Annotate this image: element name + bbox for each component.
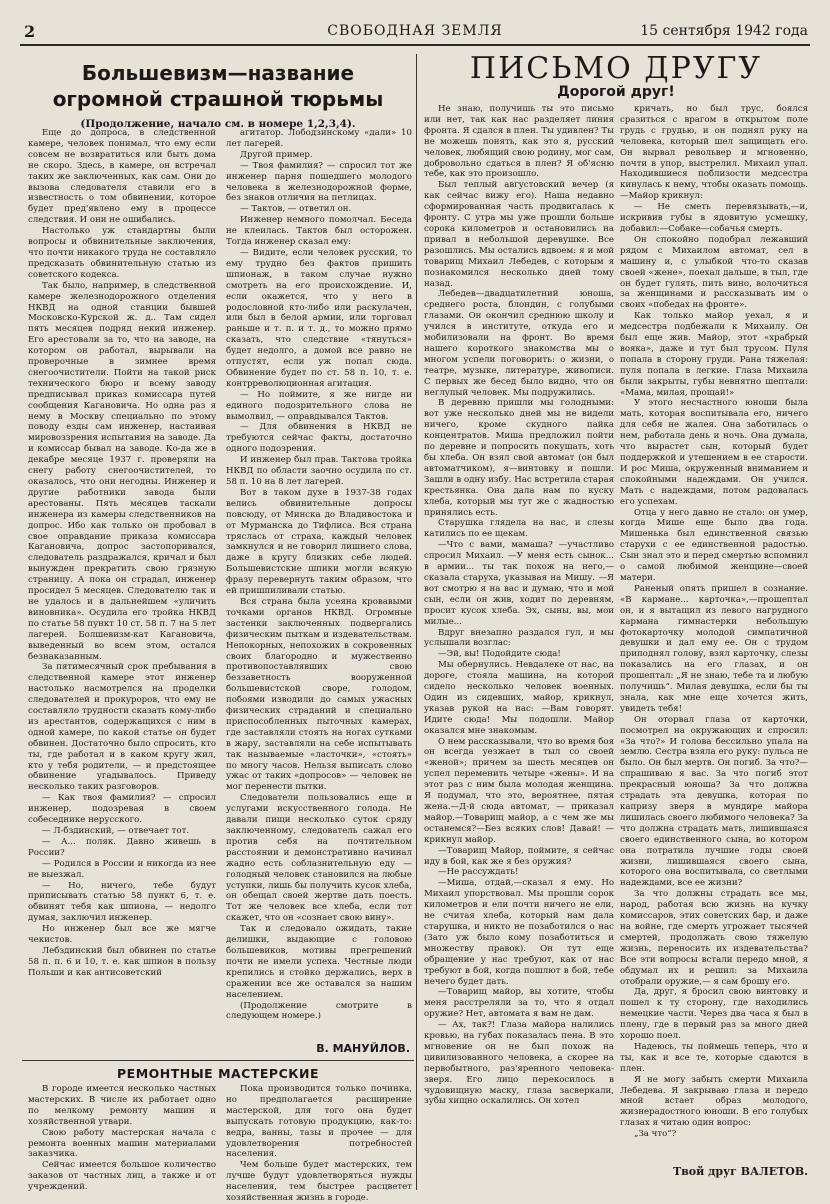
- article-paragraph: Другой пример.: [240, 149, 313, 160]
- workshops-paragraph: Чем больше будет мастерских, тем лучше будут удовлетворяться нужды населения, тем быстрее расцветет хозяйственная жизнь в городе.: [226, 1160, 412, 1204]
- letter-paragraph: Не знаю, получишь ты это письмо или нет, так как нас разделяет линия фронта. Я сдался в плен. Ты удивлен? Ты не можешь понять, как это я, русский человек, любящий свою родину, мог сам, добровольно сдаться в плен? Я об'ясню тебе, как это произошло.: [424, 104, 614, 180]
- left-article-header: [28, 60, 408, 130]
- article-paragraph: — Для обвинения в НКВД не требуются сейчас факты, достаточно одного подозрения.: [226, 422, 412, 455]
- workshops-paragraph: Пока производится только починка, но предполагается расширение мастерской, для того она будет выпускать готовую продукцию, как-то: ведра, ванны, тазы и прочее — для удовлетворения потребностей населения.: [226, 1084, 412, 1160]
- article-paragraph: Лебздинский был обвинен по статье 58 п. п. 6 и 10, т. е. как шпион в пользу Польши и как антисоветский: [28, 945, 216, 978]
- article-paragraph: — Твоя фамилия? — спросил тот же инженер парня пошедшего молодого человека в железнодорожной форме, без знаков отличия на петлицах.: [226, 160, 412, 204]
- letter-paragraph: Был теплый августовский вечер (я как сейчас вижу его). Наша недавно сформированная часть продвигалась к фронту. С утра мы уже прошли больше сорока километров и остановились на привал в небольшой деревушке. Все разошлись. Мы остались вдвоем: я и мой товарищ Михаил Лебедев, с которым я познакомился несколько дней тому назад.: [424, 180, 614, 289]
- article-paragraph: Настолько уж стандартны были вопросы и обвинительные заключения, что почти никакого труда не составляло предсказать обвинительную статью из советского кодекса.: [28, 226, 216, 280]
- column-divider: [416, 54, 417, 1190]
- letter-paragraph: В деревню пришли мы голодными: вот уже несколько дней мы не видели ничего, кроме скудного пайка концентратов. Миша предложил пойти по деревне и попросить покушать, хоть бы хлеба. Он взял свой автомат (он был автоматчиком), я—винтовку и пошли. Зашли в одну избу. Нас встретила старая крестьянка. Она дала нам по куску хлеба, который мы тут же с жадностью принялись есть.: [424, 398, 614, 518]
- article-paragraph: Вся страна была усеяна кровавыми точками органов НКВД. Огромные застенки заключенных подвергались физическим пыткам и издевательствам. Непокорных, непохожих в сокровенных своих благородно и мужественно противопоставлявших свою беззаветность вооруженной большевистской своре, голодом, побоями изводили до самых ужасных физических страданий и специально приспособленных пыточных камерах, где заставляли стоять на ногах сутками в жару, заставляли на себе испытывать так называемые «ласточки», «стоять» по многу часов. Нельзя выписать слово ужас от таких «допросов» — человек не мог перенести пытки.: [226, 596, 412, 793]
- workshops-paragraph: Сейчас имеется большое количество заказов от частных лиц, а также и от учреждений.: [28, 1160, 216, 1193]
- letter-signature: Твой друг ВАЛЕТОВ.: [672, 1165, 808, 1178]
- workshops-column-1: [28, 1084, 216, 1196]
- letter-paragraph: Он спокойно подобрал лежавший рядом с Михаилом автомат, сел в машину и, с улыбкой что-то сказав своей «жене», поехал дальше, в тыл, где он будет гулять, пить вино, волочиться за женщинами и рассказывать им о своих «победах на фронте».: [620, 234, 808, 311]
- letter-header: [424, 52, 808, 100]
- letter-paragraph: Да, друг, я бросил свою винтовку и пошел к ту сторону, где находились немецкие части. Через два часа я был в плену, где в первый раз за много дней хорошо поел.: [620, 987, 808, 1042]
- article-paragraph: Вот в таком духе в 1937-38 годах велись обвинительные допросы повсюду, от Минска до Владивостока и от Мурманска до Тифлиса. Вся страна тряслась от страха, каждый человек замкнулся и не говорил лишнего слова, даже в кругу близких себе людей. Большевистские шпики могли всякую фразу перевернуть таким образом, что ей пришпиливали статью.: [226, 487, 412, 597]
- letter-paragraph: —Что с вами, мамаша? —участливо спросил Михаил. —У меня есть сынок... в армии... ты так похож на него,—сказала старуха, указывая на Мишу. —Я вот смотрю я на вас и думаю, что и мой сын, если он жив, ходит по деревням, просит кусок хлеба. Эх, сыны, вы, мои милые...: [424, 540, 614, 627]
- article-paragraph: Еще до допроса, в следственной камере, человек понимал, что ему если совсем не возвратиться или быть дома не скоро. Здесь, в камере, он встречал таких же заключенных, как сам. Они до вызова следователя ставили его в известность о том обвинении, которое будет пред'явлено ему в процессе следствия. И они не ошибались.: [28, 128, 216, 226]
- letter-paragraph: У этого несчастного юноши была мать, которая воспитывала его, ничего для себя не жалея. Она заботилась о нем, работала день и ночь. Она думала, что вырастет сын, который будет поддержкой и утешением в ее старости. И рос Миша, окруженный вниманием и спокойными надеждами. Он учился. Мать с надеждами, потом радовалась его успехам.: [620, 398, 808, 507]
- letter-paragraph: —Эй, вы! Подойдите сюда!: [438, 649, 561, 660]
- letter-paragraph: Он оторвал глаза от карточки, посмотрел на окружающих и спросил: «За что?» И голова бессильно упала на землю. Сестра взяла его руку: пульса не было. Он был мертв. Он погиб. За что?—спрашиваю я вас. За что погиб этот прекрасный юноша? За что должна страдать эта девушка, которая по капризу зверя в мундире майора лишилась своего любимого человека? За что должна страдать мать, лишившаяся своего единственного сына, во котором она потратила лучшие годы своей жизни, лишившаяся своего сына, которого она воспитывала, со светлыми надеждами, все ее жизни?: [620, 714, 808, 889]
- left-article-title: Большевизм—название огромной страшной тюрьмы: [52, 61, 384, 111]
- letter-paragraph: —Товарищ Майор, поймите, я сейчас иду в бой, как же я без оружия?: [424, 845, 614, 867]
- letter-paragraph: Мы обернулись. Невдалеке от нас, на дороге, стояла машина, на которой сидело несколько человек военных. Один из сидевших, майор, крикнул, указав рукой на нас: —Вам говорят. Идите сюда! Мы подошли. Майор оказался мне знакомым.: [424, 660, 614, 736]
- left-article-column-1: [28, 128, 216, 1048]
- letter-paragraph: Я не могу забыть смерти Михаила Лебедева. Я закрываю глаза и передо мной встает образ молодого, жизнерадостного юноши. В его голубых глазах я читаю один вопрос:: [620, 1074, 808, 1129]
- letter-paragraph: —Товарищ майор, вы хотите, чтобы меня расстреляли за то, что я отдал оружие? Нет, автомата я вам не дам.: [424, 987, 614, 1020]
- article-paragraph: Так было, например, в следственной камере железнодорожного отделения НКВД на одной станции бывшей Московско-Курской ж. д.. Там сидел пять месяцев подряд некий инженер. Его арестовали за то, что на заводе, на котором он работал, вырывали на проверочные в зимнее время снегоочистители. Пойти на такой риск технического бюро и всему заводу предписывал приказ комиссара путей сообщения Кагановича. Но одна раз я нему в Москву специально по этому поводу езды сам инженер, настаивая мировоззрения испытания на заводе. Да и комиссар бывал на заводе. Ко-да же в декабре месяце 1937 г. проверяли на снегу работу снегоочистителей, то оказалось, что они негодны. Инженер и другие работники завода были арестованы. Пять месяцев таскали инженера из камеры следственников на допрос. Ибо как только он пробовал в свое оправдание приказа комиссара Кагановича, допрос застопоривался, следователь раздражался, кричал и был вынужден прекратить свою грязную страницу. А пока он страдал, инженер просидел 5 месяцев. Следователю так и не удалось и в дальнейшем «уличить виновника». Осудила его тройка НКВД по статье 58 пункт 10 ст. 58 п. 7 на 5 лет лагерей. Болшевизм-кат Кагановича, выведенный во всем этом, остался безнаказанным.: [28, 280, 216, 662]
- article-paragraph: — Родился в России и никогда из нее не выезжал.: [28, 858, 216, 880]
- letter-paragraph: кричать, но был трус, боялся сразиться с врагом в открытом поле грудь с грудью, и он поднял руку на человека, который шел защищать его. Он вырвал револьвер и мгновенно, почти в упор, выстрелил. Михаил упал. Находившиеся поблизости медсестра кинулась к нему, чтобы оказать помощь.—Майор крикнул:: [620, 104, 808, 202]
- article-paragraph: — Видите, если человек русский, то ему трудно без фактов пришить шпионаж, в таком случае нужно смотреть на его происхождение. И, если окажется, что у него в родословной кто-либо или раскулачен, или был в белой армии, или торговал раньше и т. п. и т. д., то можно прямо сказать, что следствие «тянуться» будет недолго, а домой все равно не отпустят, если уж попал сюда. Обвинение будет по ст. 58 п. 10, т. е. контрреволюционная агитация.: [226, 247, 412, 389]
- workshops-column-2: [226, 1084, 412, 1204]
- left-article-column-2: [226, 128, 412, 1040]
- article-paragraph: — Но поймите, я же нигде ни единого подозрительного слова не вымолвил, — оправдывался Тактов.: [226, 389, 412, 422]
- workshops-title: РЕМОНТНЫЕ МАСТЕРСКИЕ: [117, 1066, 319, 1081]
- letter-paragraph: Раненый опять пришел в сознание. «В кармане... карточка»,—прошептал он, и я вытащил из левого нагрудного кармана гимнастерки небольшую фотокарточку молодой симпатичной девушки и дал ему ее. Он с трудом приподнял голову, взял карточку, слезы показались на его глазах, и он прошептал: „Я не знаю, тебе та и любую получишь“. Милая девушка, если бы ты знала, как мне еще хочется жить, увидеть тебя!: [620, 583, 808, 714]
- issue-date: 15 сентября 1942 года: [640, 23, 808, 39]
- letter-greeting: Дорогой друг!: [557, 84, 675, 100]
- letter-paragraph: Как только майор уехал, я и медсестра подбежали к Михаилу. Он был еще жив. Майор, этот «храбрый вояка», даже и тут был трусом. Пуля попала в сторону груди. Рана тяжелая: пуля попала в легкие. Глаза Михаила были закрыты, губы невнятно шептали: «Мама, милая, прощай!»: [620, 311, 808, 398]
- article-paragraph: Но инженер был все же мягче чекистов.: [28, 924, 216, 946]
- letter-paragraph: Вдруг внезапно раздался гул, и мы услышали возглас:: [424, 627, 614, 649]
- letter-paragraph: О нем рассказывали, что во время боя он всегда уезжает в тыл со своей «женой»; причем за шесть месяцев он успел переменить четыре «жены». И на этот раз с ним была молодая женщина. Я подумал, что это, вероятнее, пятая жена.—Д-й сюда автомат, — приказал майор.—Товарищ майор, а с чем же мы останемся?—Без всяких слов! Давай! —крикнул майор.: [424, 736, 615, 845]
- article-paragraph: — Но, ничего, тебе будут приписывать статью 58 пункт 6, т. е. обвинят тебя как шпиона, — недолго думая, заключил инженер.: [28, 880, 216, 924]
- article-paragraph: — А... поляк. Давно живешь в России?: [28, 836, 216, 858]
- letter-paragraph: — Не сметь перевязывать,—и, искривив губы в ядовитую усмешку, добавил:—Собаке—собачья смерть.: [620, 202, 808, 234]
- article-paragraph: (Продолжение смотрите в следующем номере.): [226, 1000, 412, 1022]
- letter-paragraph: Надеюсь, ты поймешь теперь, что и ты, как и все те, которые сдаются в плен.: [620, 1041, 808, 1074]
- article-paragraph: Инженер немного помолчал. Беседа не клеилась. Тактов был осторожен. Тогда инженер сказал ему:: [226, 215, 412, 248]
- page-number: 2: [24, 22, 36, 41]
- left-article-subtitle: (Продолжение, начало см. в номере 1,2,3,4).: [80, 118, 356, 130]
- letter-paragraph: „За что“?: [634, 1129, 677, 1140]
- article-paragraph: За пятимесячный срок пребывания в следственной камере этот инженер настолько насмотрелся на проделки следователей и прокуроров, что ему не составляло трудности сказать кому-либо из арестантов, содержащихся с ним в одной камере, по какой статье он будет обвинен. Достаточно было спросить, кто ты, где работал и в каком кругу жил, кто у тебя родители, — и предстоящее обвинение угадывалось. Приведу несколько таких разговоров.: [28, 662, 216, 793]
- letter-paragraph: —Миша, отдай,—сказал я ему. Но Михаил упорствовал. Мы прошли сорок километров и ели почти ничего не ели, не считая хлеба, который нам дала старушка, и никто не позаботился о нас (Зато уж было кому позаботиться и множеству правок). Он тут еще обращение у нас требуют, как от нас требуют в бой, когда пошлют в бой, тебе нечего будет дать.: [424, 878, 614, 987]
- workshops-paragraph: В городе имеется несколько частных мастерских. В числе их работает одно по мелкому ремонту машин и хозяйственной утвари.: [28, 1084, 216, 1127]
- letter-paragraph: Лебедев—двадцатилетний юноша, среднего роста, блондин, с голубыми глазами. Он окончил среднюю школу и учился в институте, откуда его и мобилизовали на фронт. Во время нашего короткого знакомства мы о многом успели поговорить: о жизни, о театре, музыке, литературе, живописи. С первых же бесед было видно, что он неглупый человек. Мы подружились.: [424, 289, 614, 398]
- section-divider: [22, 1060, 414, 1061]
- article-paragraph: — Как твоя фамилия? — спросил инженер, подозревая в своем собеседнике нерусского.: [28, 793, 216, 826]
- masthead: [20, 22, 810, 46]
- letter-column-2: [620, 104, 808, 1162]
- letter-paragraph: Старушка глядела на нас, и слезы катились по ее щекам.: [424, 518, 614, 540]
- letter-paragraph: За что должны страдать все мы, народ, работая всю жизнь на кучку комиссаров, этих советских бар, и даже на войне, где смерть угрожает тысячей смертей, продолжать свою тяжелую жизнь, переносить их издевательства? Все эти вопросы встали передо мной, я обдумал их и решил: за Михаила отобрали оружие,— я сам брошу его.: [620, 889, 808, 987]
- article-paragraph: И инженер был прав. Тактова тройка НКВД по области заочно осудила по ст. 58 п. 10 на 8 лет лагерей.: [226, 455, 412, 487]
- letter-paragraph: — Ах, так?! Глаза майора налились кровью, на губах показалась пена. В это мгновение он не был похож на цивилизованного человека, а скорее на первобытного, раз'яренного чеповека-зверя. Его лицо перекосилось в чудовищную маску, глаза засверкали, зубы хищно оскалились. Он хотел: [424, 1020, 614, 1107]
- newspaper-name: СВОБОДНАЯ ЗЕМЛЯ: [327, 23, 503, 39]
- letter-paragraph: Отца у него давно не стало: он умер, когда Мише еще было два года. Мишенька был единственной связью старухи с ее единственной радостью. Сын знал это и перед смертью вспомнил о самой любимой женщине—своей матери.: [620, 507, 808, 583]
- left-article-author: В. МАНУЙЛОВ.: [316, 1042, 410, 1055]
- article-paragraph: Так и следовало ожидать, такие делишки, выдающие с головою большевиков, мотивы прегрешений почти не имели успеха. Честные люди крепились и стойко держались, верх в сражении все же оставался за нашим населением.: [226, 924, 412, 1000]
- letter-paragraph: —Не рассуждать!: [438, 867, 519, 878]
- letter-column-1: [424, 104, 614, 1194]
- article-paragraph: агитатор. Лободзинскому «дали» 10 лет лагерей.: [226, 128, 412, 149]
- article-paragraph: Следователи пользовались еще и услугами искусственного голода. Не давали пищи несколько суток сряду заключенному, следователь сажал его против себя на почтительном расстоянии и демонстративно начинал жадно есть соблазнительную еду — голодный человек становился на любые уступки, лишь бы получить кусок хлеба, он обещал своей жертве дать поесть. Тот же человек все хлеба, если тот скажет, что он «сознает свою вину».: [226, 793, 412, 924]
- article-paragraph: — Л-бздинский, — отвечает тот.: [42, 826, 190, 836]
- letter-title: ПИСЬМО ДРУГУ: [469, 51, 763, 86]
- article-paragraph: — Тактов, — ответил он.: [240, 204, 352, 215]
- workshops-paragraph: Свою работу мастерская начала с ремонта военных машин материалами заказчика.: [28, 1127, 216, 1160]
